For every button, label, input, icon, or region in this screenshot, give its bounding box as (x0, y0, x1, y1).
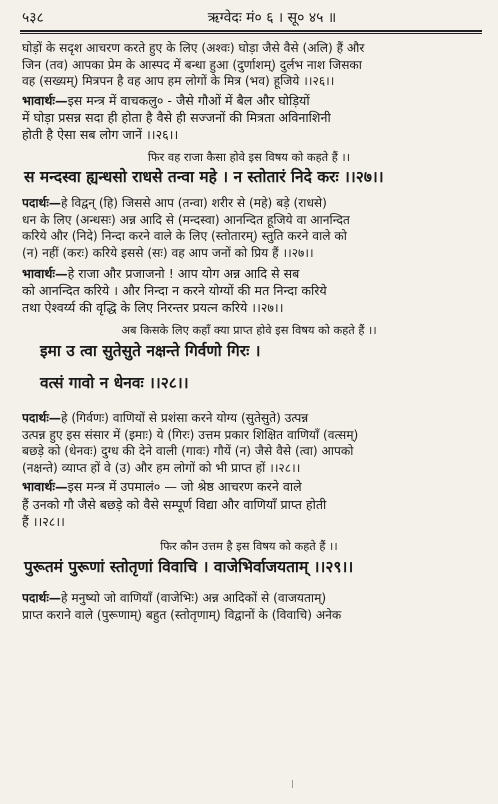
mantra-27: स मन्दस्वा ह्यन्धसो राधसे तन्वा महे । न स्तोतारं निदे करः ।।२७।। (24, 168, 384, 186)
text-line: को आनन्दित करिये । और निन्दा न करने योग्यों की मत निन्दा करिये (22, 283, 327, 298)
text-line: पदार्थः—हे (गिर्वणः) वाणियों से प्रशंसा करने योग्य (सुतेसुते) उत्पन्न (22, 411, 309, 425)
text-line: करिये और (निदे) निन्दा करने वाले के लिए (स्तोतारम्) स्तुति करने वाले को (22, 229, 347, 244)
text-line: (नक्षन्ते) व्याप्त हों वे (उ) और हम लोगों को भी प्राप्त हों ।।२८।। (22, 460, 301, 475)
page-mark (292, 780, 297, 788)
page-header (22, 6, 482, 28)
bhavartha-26 (22, 92, 482, 143)
text-line: उत्पन्न हुए इस संसार में (इमाः) ये (गिरः) उत्तम प्रकार शिक्षित वाणियाँ (वत्सम्) (22, 427, 359, 442)
bhavartha-label: भावार्थः— (22, 93, 68, 108)
text-line: भावार्थः—इस मन्त्र में वाचकलु० - जैसे गौओं में बैल और घोड़ियों (22, 93, 310, 108)
text-line: पदार्थः—हे विद्वन् (हि) जिससे आप (तन्वा) शरीर से (महे) बड़े (राधसे) (22, 196, 327, 210)
header-rule (20, 30, 482, 32)
text-line: जिन (तव) आपका प्रेम के आस्पद में बन्धा हुआ (दुर्णाशम्) दुर्लभ नाश जिसका (22, 57, 362, 72)
text-line: पदार्थः—हे मनुष्यो जो वाणियाँ (वाजेभिः) अन्न आदिकों से (वाजयताम्) (22, 591, 327, 605)
padartha-26-continued (22, 40, 482, 90)
text-line: धन के लिए (अन्धसः) अन्न आदि से (मन्दस्वा) आनन्दित हूजिये वा आनन्दित (22, 212, 350, 227)
text-line: भावार्थः—हे राजा और प्रजाजनो ! आप योग अन्न आदि से सब (22, 266, 300, 281)
bhavartha-27 (22, 265, 482, 316)
text-line: (न) नहीं (करः) करिये इससे (सः) वह आप जनों को प्रिय हैं ।।२७।। (22, 245, 314, 260)
text-line: प्राप्त कराने वाले (पुरूणाम्) बहुत (स्तोतृणाम्) विद्वानों के (विवाचि) अनेक (22, 607, 342, 622)
mantra-28-line1: इमा उ त्वा सुतेसुते नक्षन्ते गिर्वणो गिरः । (40, 342, 261, 360)
mantra-28-line2: वत्सं गावो न धेनवः ।।२८।। (40, 374, 189, 392)
running-title: ऋग्वेदः मं० ६ । सू० ४५ ॥ (207, 9, 337, 26)
header-rule-thin (20, 33, 482, 34)
text-line: बछड़े को (धेनवः) दुग्ध की देने वाली (गावः) गौयें (न) जैसे वैसे (त्वा) आपको (22, 444, 354, 459)
section-heading: अब किसके लिए कहाँ क्या प्राप्त होवे इस विषय को कहते हैं ।। (121, 323, 377, 337)
section-heading: फिर वह राजा कैसा होवे इस विषय को कहते हैं ।। (147, 150, 351, 164)
mantra-29: पुरूतमं पुरूणां स्तोतृणां विवाचि । वाजेभिर्वाजयताम् ।।२९।। (24, 558, 354, 576)
section-heading: फिर कौन उत्तम है इस विषय को कहते हैं ।। (160, 539, 338, 553)
text-line: हैं उनको गौ जैसे बछड़े को वैसे सम्पूर्ण विद्या और वाणियाँ प्राप्त होती (22, 496, 327, 512)
text-line: होती है ऐसा सब लोग जानें ।।२६।। (22, 127, 179, 142)
bhavartha-28 (22, 478, 482, 531)
padartha-28 (22, 410, 482, 476)
text-line: में घोड़ा प्रसन्न सदा ही होता है वैसे ही सज्जनों की मित्रता अविनाशिनी (22, 110, 331, 125)
page-number: ५३८ (22, 9, 44, 26)
padartha-label: पदार्थः— (22, 196, 61, 210)
text-line: वह (सख्यम्) मित्रपन है वह आप हम लोगों के मित्र (भव) हूजिये ।।२६।। (22, 74, 335, 89)
padartha-27 (22, 195, 482, 261)
text-line: घोड़ों के सदृश आचरण करते हुए के लिए (अश्वः) घोड़ा जैसे वैसे (अलि) हैं और (22, 41, 365, 55)
padartha-29 (22, 590, 482, 623)
text-line: हैं ।।२८।। (22, 514, 65, 529)
text-line: तथा ऐश्वर्य्य की वृद्धि के लिए निरन्तर प्रयत्न करिये ।।२७।। (22, 300, 284, 315)
text-line: भावार्थः—इस मन्त्र में उपमालं० — जो श्रेष्ठ आचरण करने वाले (22, 479, 302, 494)
